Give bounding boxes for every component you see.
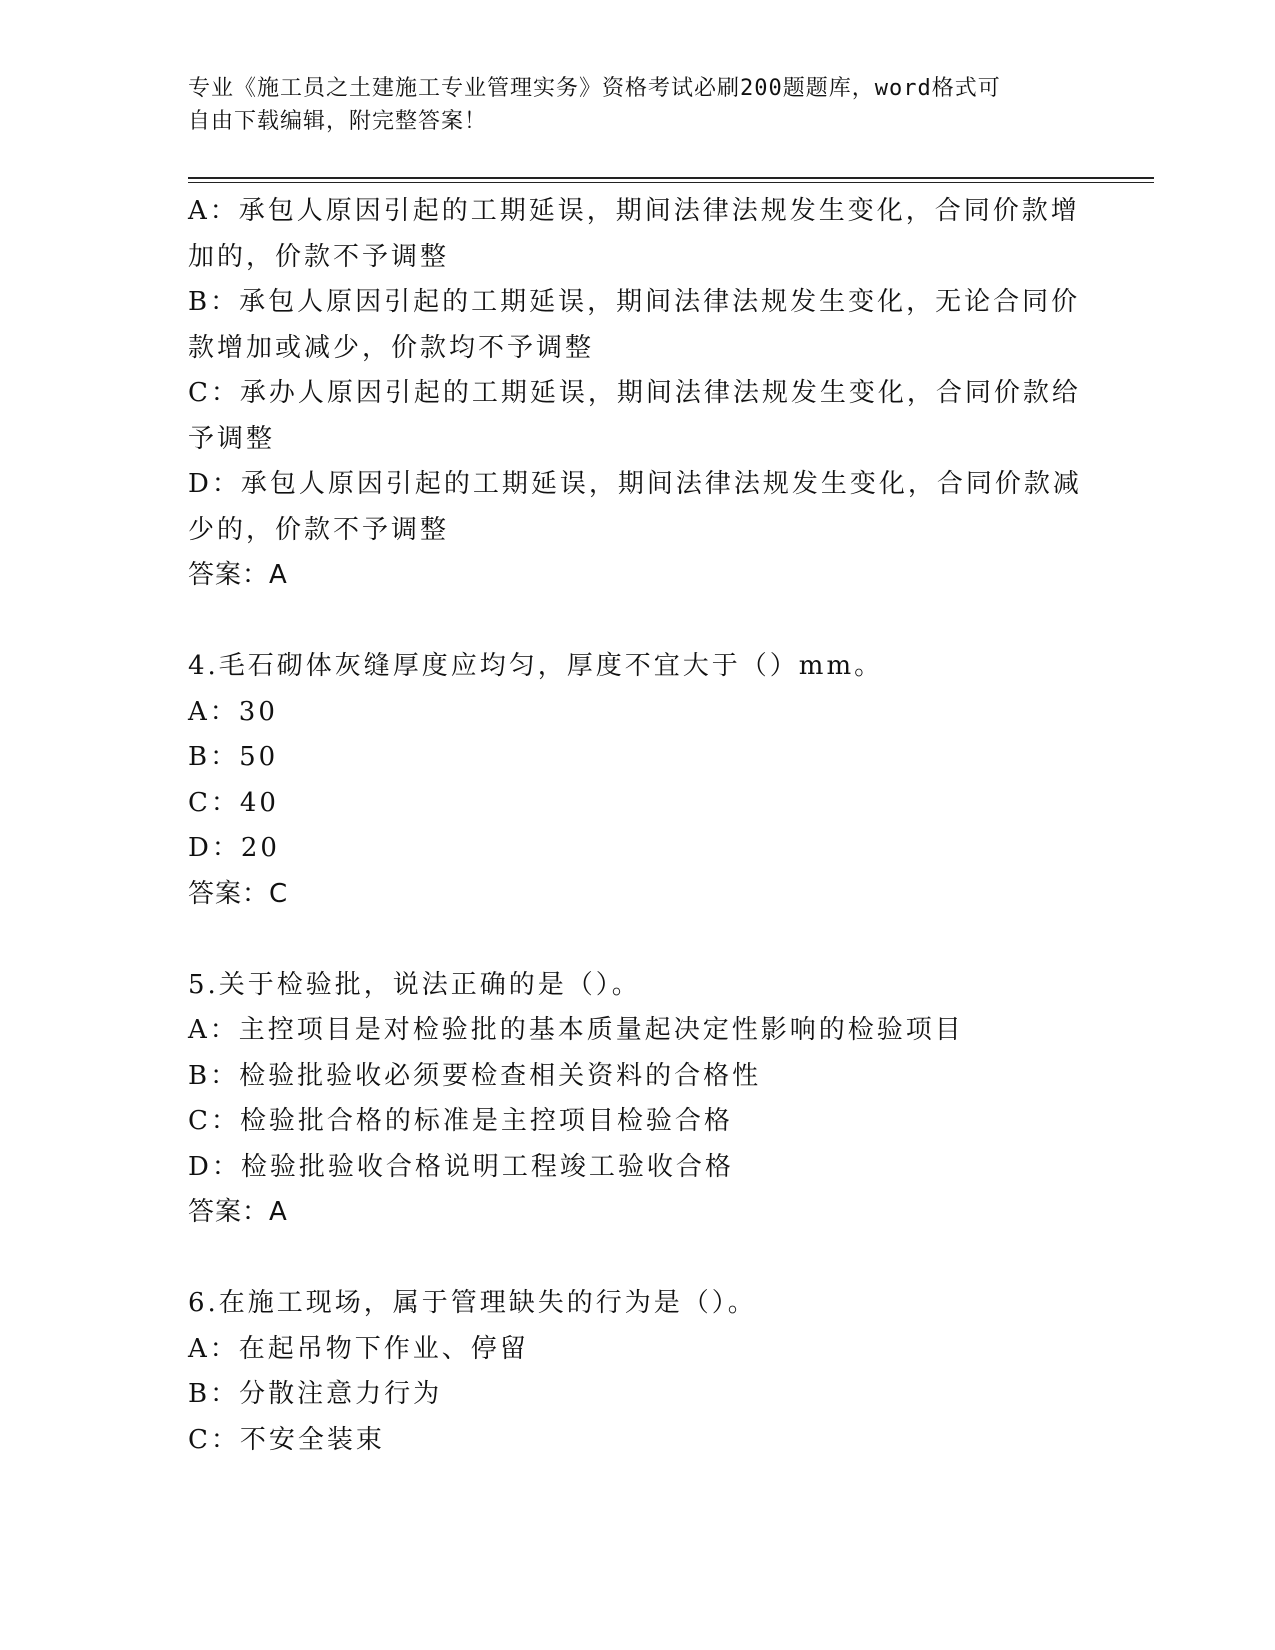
q4-option-a: A：30 xyxy=(188,696,278,727)
q4-answer: 答案：C xyxy=(188,878,289,909)
q5-question: 5.关于检验批，说法正确的是（）。 xyxy=(188,969,641,1000)
header-divider-thick xyxy=(188,177,1154,179)
question-6-block xyxy=(188,1281,1088,1463)
q3-option-d-line-1: D：承包人原因引起的工期延误，期间法律法规发生变化，合同价款减 xyxy=(188,469,1082,499)
q3-option-b-line-1: B：承包人原因引起的工期延误，期间法律法规发生变化，无论合同价 xyxy=(188,287,1081,317)
spacer xyxy=(188,599,1088,645)
question-list xyxy=(188,189,1088,1463)
q6-option-a: A：在起吊物下作业、停留 xyxy=(188,1333,529,1364)
q3-option-a-line-2: 加的，价款不予调整 xyxy=(188,241,450,272)
spacer xyxy=(188,1236,1088,1282)
q5-option-a: A：主控项目是对检验批的基本质量起决定性影响的检验项目 xyxy=(188,1015,964,1045)
question-3-block xyxy=(188,189,1088,599)
q4-option-b: B：50 xyxy=(188,742,279,772)
header-line-2: 自由下载编辑，附完整答案！ xyxy=(188,109,488,134)
q3-option-c-line-1: C：承办人原因引起的工期延误，期间法律法规发生变化，合同价款给 xyxy=(188,378,1081,408)
header-divider-thin xyxy=(188,182,1154,183)
q4-option-c: C：40 xyxy=(188,787,279,818)
q3-answer: 答案：A xyxy=(188,560,288,590)
q3-option-b-line-2: 款增加或减少，价款均不予调整 xyxy=(188,332,595,363)
question-5-block xyxy=(188,963,1088,1236)
q5-option-b: B：检验批验收必须要检查相关资料的合格性 xyxy=(188,1060,762,1091)
spacer xyxy=(188,917,1088,963)
q6-option-b: B：分散注意力行为 xyxy=(188,1379,443,1409)
q3-option-a-line-1: A：承包人原因引起的工期延误，期间法律法规发生变化，合同价款增 xyxy=(188,196,1080,226)
q5-option-c: C：检验批合格的标准是主控项目检验合格 xyxy=(188,1106,733,1136)
question-4-block xyxy=(188,644,1088,917)
q3-option-c-line-2: 予调整 xyxy=(188,423,276,454)
header-line-1: 专业《施工员之土建施工专业管理实务》资格考试必刷200题题库，word格式可 xyxy=(188,76,1001,101)
q6-option-c: C：不安全装束 xyxy=(188,1424,385,1455)
q4-question: 4.毛石砌体灰缝厚度应均匀，厚度不宜大于（）mm。 xyxy=(188,651,884,681)
q5-option-d: D：检验批验收合格说明工程竣工验收合格 xyxy=(188,1151,734,1182)
q3-option-d-line-2: 少的，价款不予调整 xyxy=(188,514,450,545)
document-header xyxy=(188,72,1068,138)
q5-answer: 答案：A xyxy=(188,1197,288,1227)
q4-option-d: D：20 xyxy=(188,833,280,863)
q6-question: 6.在施工现场，属于管理缺失的行为是（）。 xyxy=(188,1288,757,1318)
